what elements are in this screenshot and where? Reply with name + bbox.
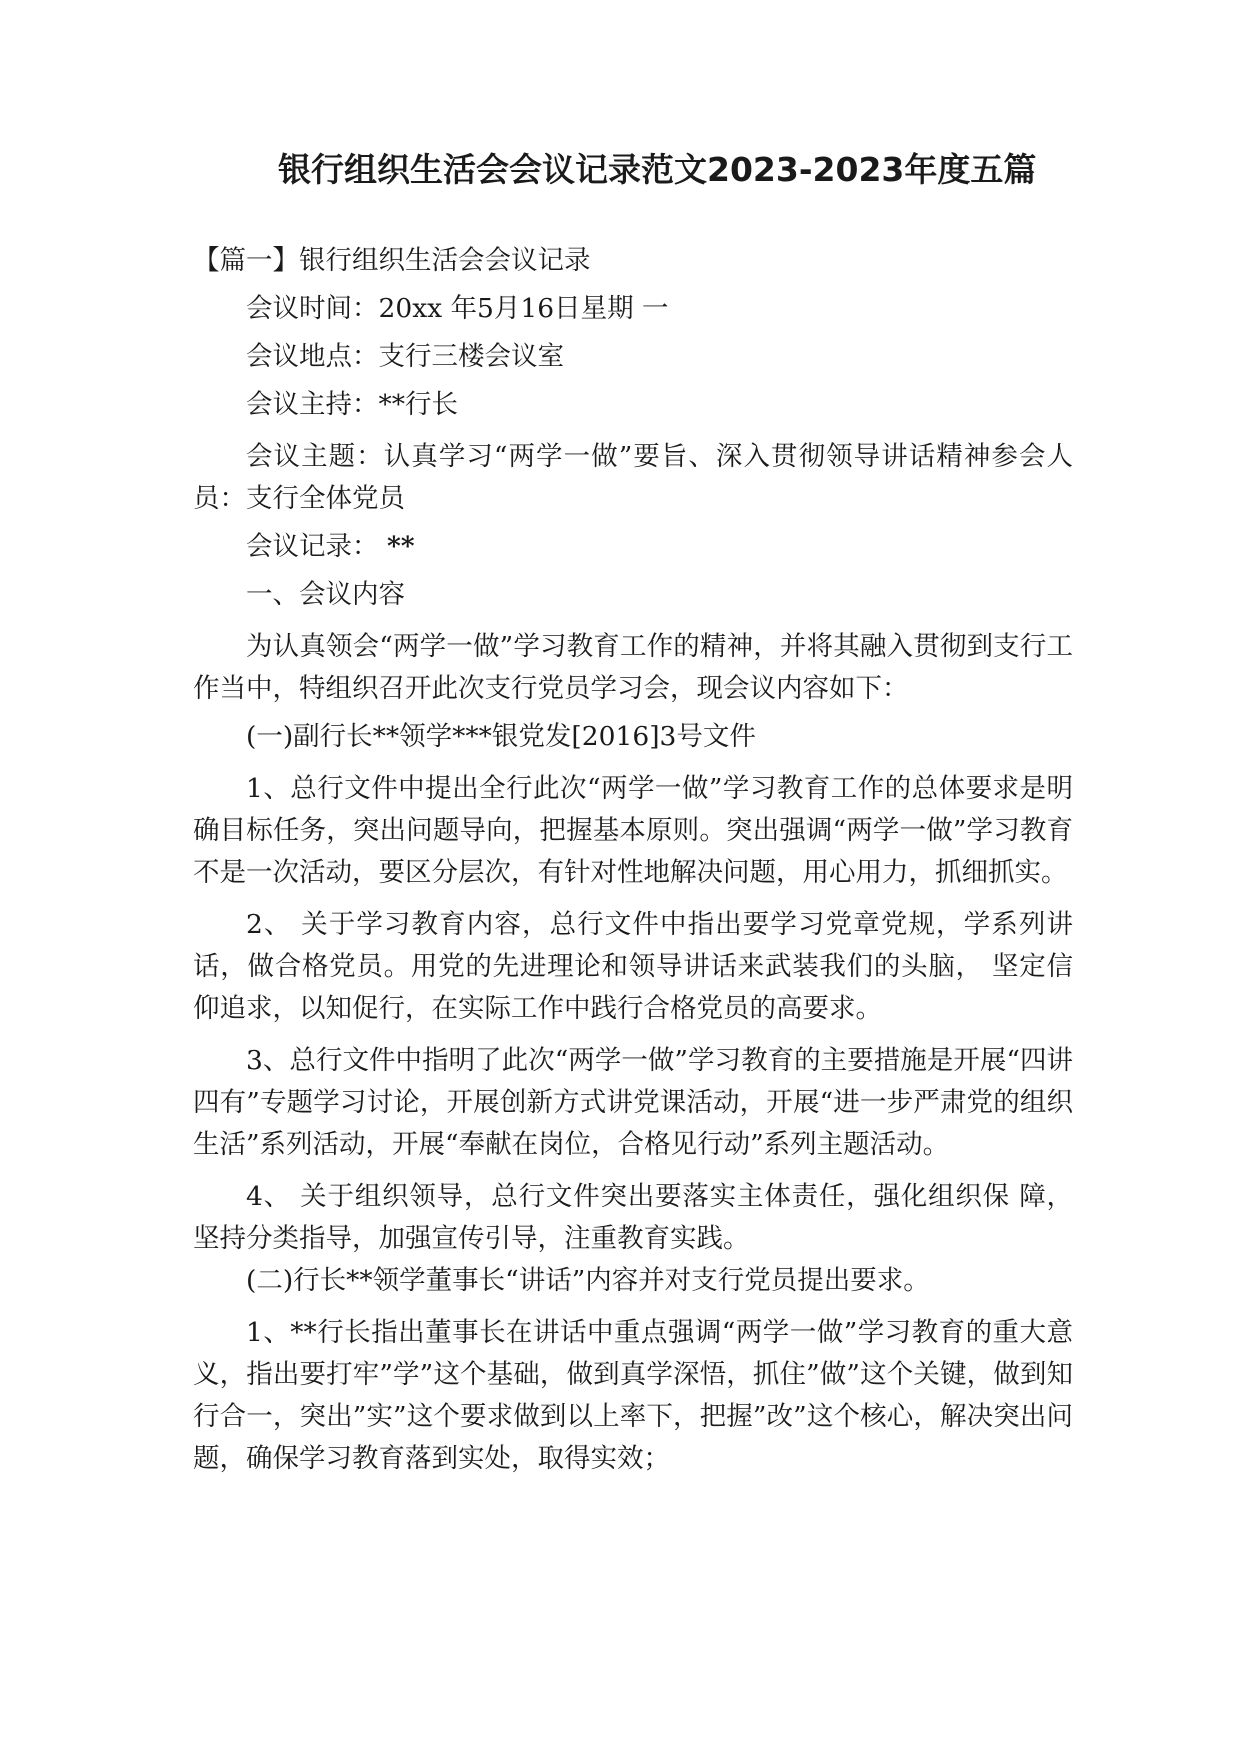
recorder-label: 会议记录： bbox=[246, 531, 379, 562]
document-body bbox=[193, 240, 1073, 1480]
document-title: 银行组织生活会会议记录范文2023-2023年度五篇 bbox=[278, 150, 1037, 189]
point-1-1: 1、总行文件中提出全行此次“两学一做”学习教育工作的总体要求是明确目标任务，突出问题导向，把握基本原则。突出强调“两学一做”学习教育不是一次活动，要区分层次，有针对性地解决问题，用心用力，抓细抓实。 bbox=[193, 773, 1073, 888]
recorder-value: ** bbox=[386, 531, 415, 562]
point-1-2: 2、 关于学习教育内容，总行文件中指出要学习党章党规，学系列讲话，做合格党员。用党的先进理论和领导讲话来武装我们的头脑， 坚定信仰追求，以知促行，在实际工作中践行合格党员的高要求。 bbox=[193, 909, 1073, 1024]
meeting-recorder bbox=[193, 526, 1073, 568]
section-header: 【篇一】银行组织生活会会议记录 bbox=[193, 245, 591, 276]
intro-paragraph: 为认真领会“两学一做”学习教育工作的精神，并将其融入贯彻到支行工作当中，特组织召开此次支行党员学习会，现会议内容如下： bbox=[193, 631, 1073, 704]
meeting-place: 会议地点：支行三楼会议室 bbox=[246, 341, 564, 372]
point-1-3: 3、总行文件中指明了此次“两学一做”学习教育的主要措施是开展“四讲四有”专题学习讨论，开展创新方式讲党课活动，开展“进一步严肃党的组织生活”系列活动，开展“奉献在岗位，合格见行动”系列主题活动。 bbox=[193, 1045, 1073, 1160]
point-1-4: 4、 关于组织领导，总行文件突出要落实主体责任，强化组织保 障，坚持分类指导，加强宣传引导，注重教育实践。 bbox=[193, 1181, 1073, 1254]
subheading-1: (一)副行长**领学***银党发[2016]3号文件 bbox=[246, 721, 756, 752]
meeting-time: 会议时间：20xx 年5月16日星期 一 bbox=[246, 293, 669, 324]
heading-meeting-content: 一、会议内容 bbox=[246, 579, 405, 610]
subheading-2: (二)行长**领学董事长“讲话”内容并对支行党员提出要求。 bbox=[246, 1265, 930, 1296]
meeting-host: 会议主持：**行长 bbox=[246, 389, 458, 420]
point-2-1: 1、**行长指出董事长在讲话中重点强调“两学一做”学习教育的重大意义，指出要打牢”学”这个基础，做到真学深悟，抓住”做”这个关键，做到知行合一，突出”实”这个要求做到以上率下，把握”改”这个核心，解决突出问题，确保学习教育落到实处，取得实效； bbox=[193, 1317, 1073, 1474]
meeting-topic-attendees: 会议主题：认真学习“两学一做”要旨、深入贯彻领导讲话精神参会人员：支行全体党员 bbox=[193, 441, 1073, 514]
